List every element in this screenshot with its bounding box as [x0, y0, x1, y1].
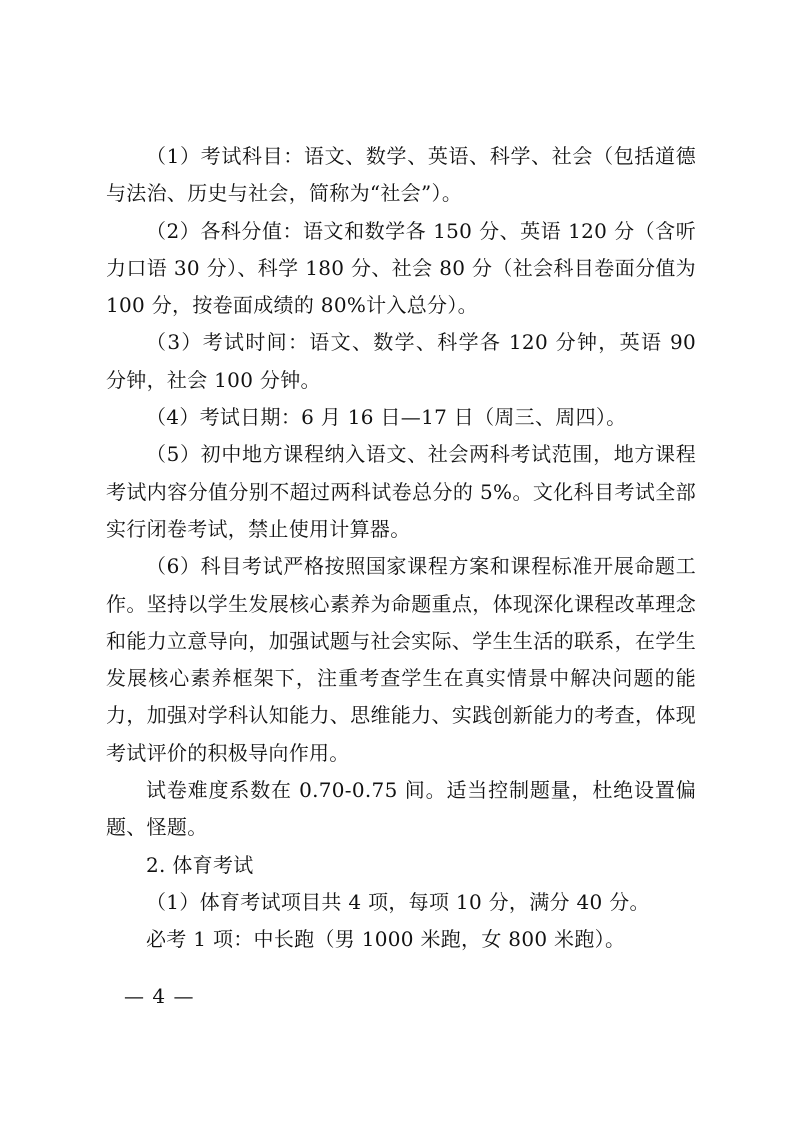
paragraph-difficulty: 试卷难度系数在 0.70-0.75 间。适当控制题量，杜绝设置偏题、怪题。 [106, 778, 696, 840]
paragraph-required-item: 必考 1 项：中长跑（男 1000 米跑，女 800 米跑）。 [146, 927, 626, 952]
paragraph-exam-dates: （4）考试日期：6 月 16 日—17 日（周三、周四）。 [146, 405, 627, 430]
section-heading-pe-exam: 2. 体育考试 [146, 852, 254, 877]
body-text [106, 138, 696, 959]
paragraph-pe-items: （1）体育考试项目共 4 项，每项 10 分，满分 40 分。 [146, 889, 650, 914]
paragraph-exam-subjects: （1）考试科目：语文、数学、英语、科学、社会（包括道德与法治、历史与社会，简称为“社会”）。 [106, 144, 696, 206]
paragraph-question-design: （6）科目考试严格按照国家课程方案和课程标准开展命题工作。坚持以学生发展核心素养为命题重点，体现深化课程改革理念和能力立意导向，加强试题与社会实际、学生生活的联系，在学生发展核心素养框架下，注重考查学生在真实情景中解决问题的能力，加强对学科认知能力、思维能力、实践创新能力的考查，体现考试评价的积极导向作用。 [106, 554, 696, 765]
paragraph-exam-duration: （3）考试时间：语文、数学、科学各 120 分钟，英语 90 分钟，社会 100 分钟。 [106, 330, 696, 392]
page-number: — 4 — [124, 984, 195, 1008]
paragraph-local-curriculum: （5）初中地方课程纳入语文、社会两科考试范围，地方课程考试内容分值分别不超过两科试卷总分的 5%。文化科目考试全部实行闭卷考试，禁止使用计算器。 [106, 442, 696, 541]
paragraph-subject-scores: （2）各科分值：语文和数学各 150 分、英语 120 分（含听力口语 30 分）、科学 180 分、社会 80 分（社会科目卷面分值为 100 分，按卷面成绩的 80%计入总分）。 [106, 218, 696, 318]
